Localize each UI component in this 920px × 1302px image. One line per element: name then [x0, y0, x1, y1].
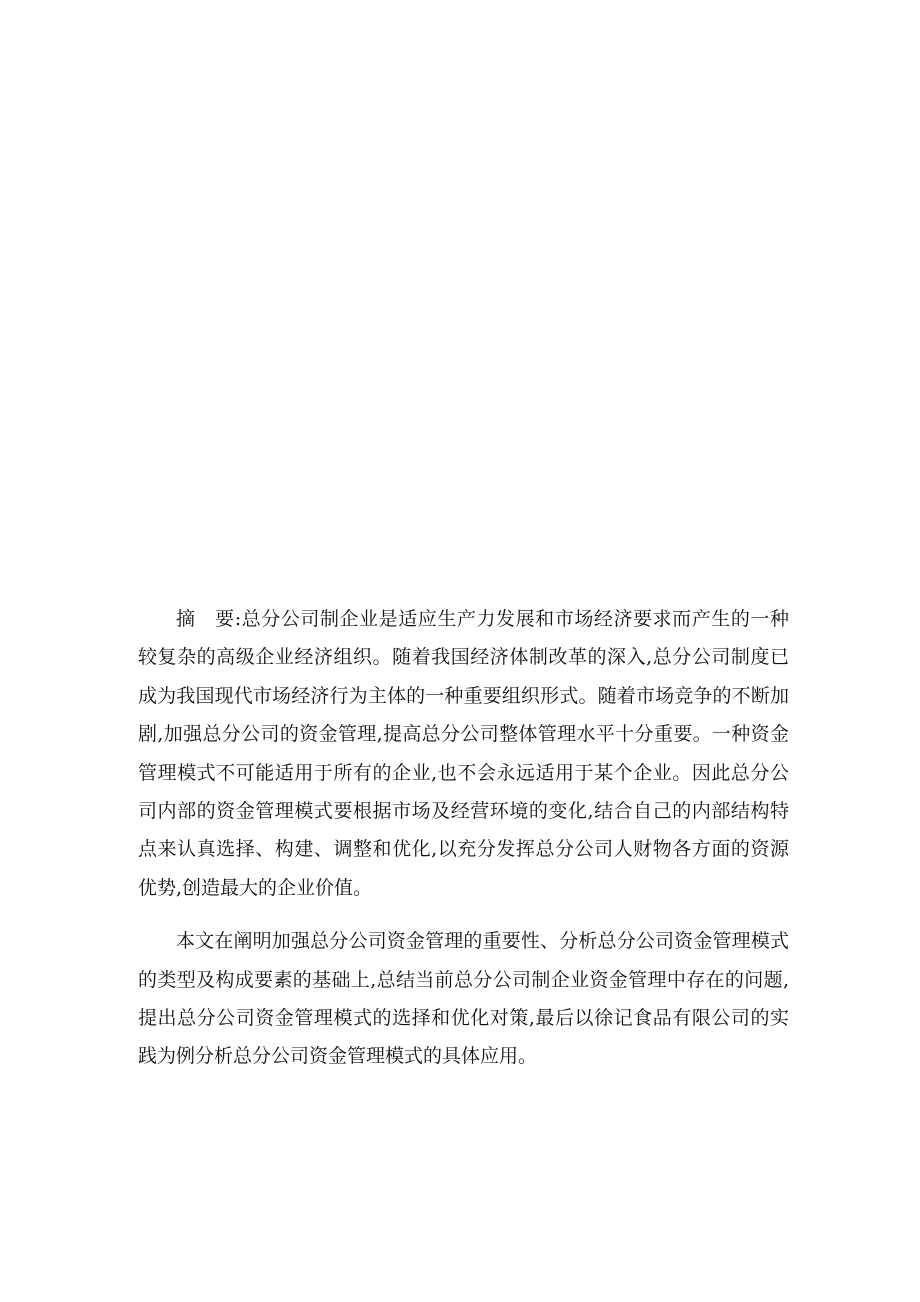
abstract-label-first-char: 摘	[176, 608, 196, 630]
abstract-label-separator: :	[234, 608, 242, 630]
document-body	[138, 600, 789, 1076]
abstract-text: 总分公司制企业是适应生产力发展和市场经济要求而产生的一种较复杂的高级企业经济组织。随着我国经济体制改革的深入,总分公司制度已成为我国现代市场经济行为主体的一种重要组织形式。随着市场竞争的不断加剧,加强总分公司的资金管理,提高总分公司整体管理水平十分重要。一种资金管理模式不可能适用于所有的企业,也不会永远适用于某个企业。因此总分公司内部的资金管理模式要根据市场及经营环境的变化,结合自己的内部结构特点来认真选择、构建、调整和优化,以充分发挥总分公司人财物各方面的资源优势,创造最大的企业价值。	[138, 608, 789, 899]
abstract-paragraph	[138, 600, 789, 907]
abstract-label-second-char: 要	[214, 608, 235, 630]
body-paragraph-2: 本文在阐明加强总分公司资金管理的重要性、分析总分公司资金管理模式的类型及构成要素的基础上,总结当前总分公司制企业资金管理中存在的问题,提出总分公司资金管理模式的选择和优化对策,最后以徐记食品有限公司的实践为例分析总分公司资金管理模式的具体应用。	[138, 930, 789, 1068]
